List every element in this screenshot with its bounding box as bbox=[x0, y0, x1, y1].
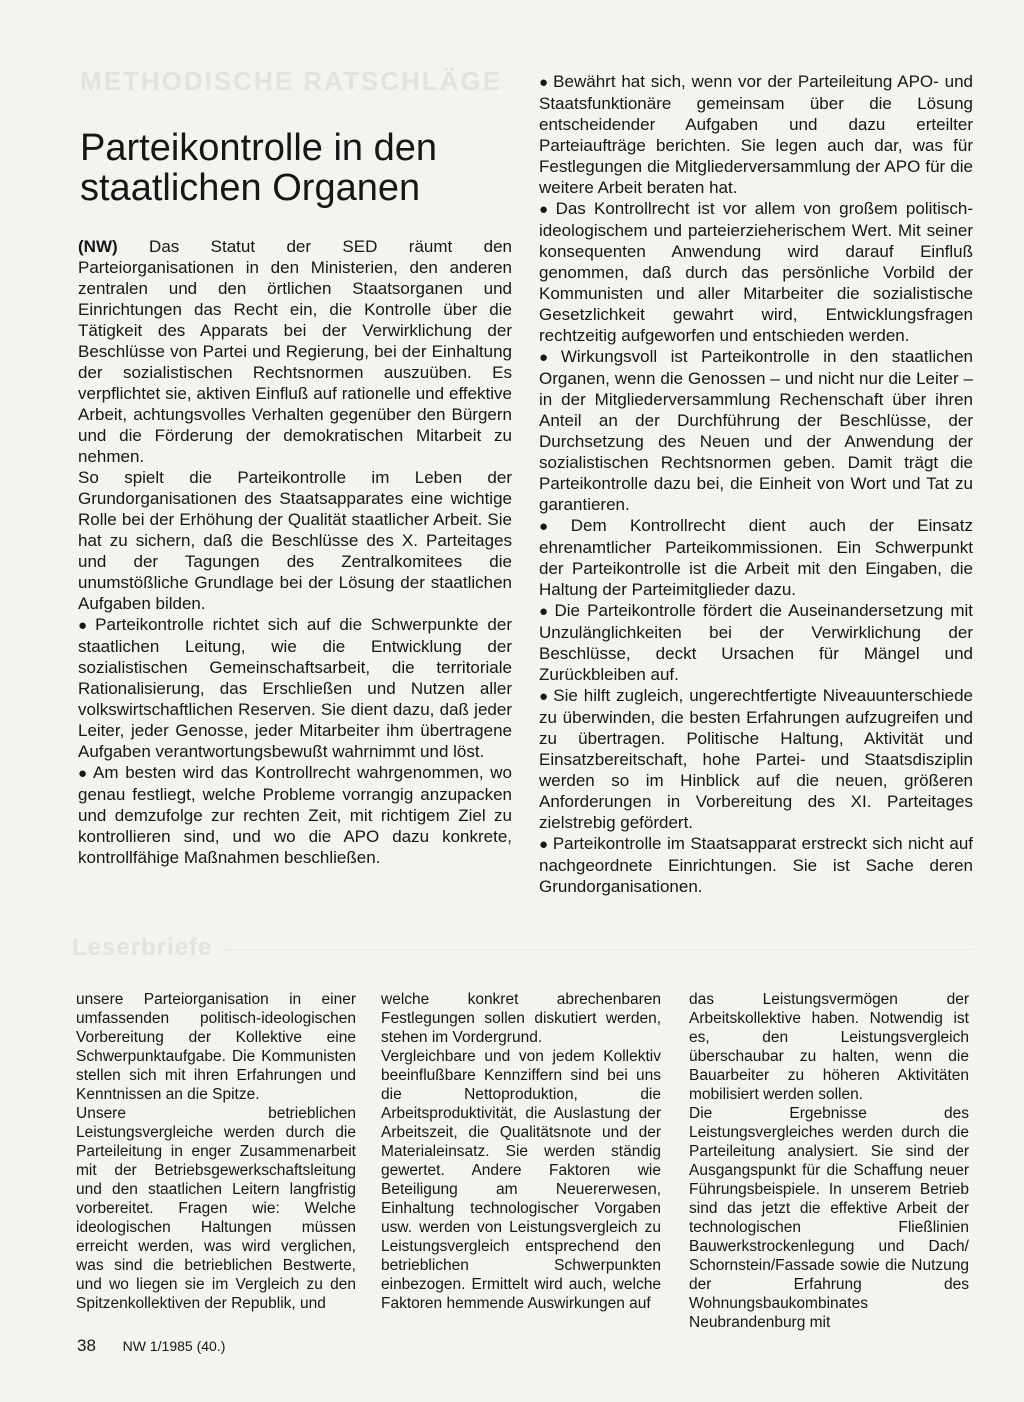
bullet-icon: ● bbox=[539, 688, 550, 705]
bullet-item bbox=[539, 71, 973, 198]
bullet-item bbox=[539, 346, 973, 515]
section-kicker: METHODISCHE RATSCHLÄGE bbox=[80, 66, 502, 96]
bullet-text: Bewährt hat sich, wenn vor der Parteileitung APO- und Staatsfunktionäre gemeinsam über die Lösung entscheidender Aufgaben und dazu erteilter Parteiaufträge berichten. Sie legen auch dar, was für Festlegungen die Mitgliederversammlung der APO für die weitere Arbeit beraten hat. bbox=[539, 72, 974, 197]
bullet-item bbox=[539, 198, 973, 346]
article-lead-paragraph bbox=[78, 236, 512, 467]
page-footer bbox=[77, 1336, 225, 1356]
bullet-icon: ● bbox=[539, 349, 557, 366]
lead-tag: (NW) bbox=[78, 237, 118, 256]
bullet-item bbox=[539, 515, 973, 600]
letters-column-2 bbox=[381, 990, 661, 1313]
article-paragraph: So spielt die Parteikontrolle im Leben der Grundorganisationen des Staatsapparates eine wichtige Rolle bei der Erhöhung der Qualität staatlicher Arbeit. Sie hat zu sichern, daß die Beschlüsse des X. Parteitages und der Tagungen des Zentralkomitees die unumstößliche Grundlage bei der Lösung der staatlichen Aufgaben bilden. bbox=[78, 468, 512, 613]
bullet-icon: ● bbox=[539, 74, 550, 91]
page-number: 38 bbox=[77, 1336, 96, 1355]
issue-label: NW 1/1985 (40.) bbox=[122, 1338, 226, 1354]
bullet-icon: ● bbox=[78, 617, 92, 634]
bullet-item bbox=[539, 600, 973, 685]
bullet-item bbox=[78, 762, 512, 868]
letters-section-header bbox=[72, 934, 972, 962]
bullet-item bbox=[78, 614, 512, 762]
bullet-text: Wirkungsvoll ist Parteikontrolle in den staatlichen Organen, wenn die Genossen – und nicht nur die Leiter – in der Mitgliederversammlung Rechenschaft über ihren Anteil an der Durchführung der Beschlüsse, der Durchsetzung des Neuen und der Anwendung der sozialistischen Rechtsnormen geben. Damit trägt die Parteikontrolle dazu bei, die Einheit von Wort und Tat zu garantieren. bbox=[539, 347, 974, 514]
article-column-left bbox=[78, 236, 512, 868]
bullet-icon: ● bbox=[539, 201, 552, 218]
bullet-item bbox=[539, 685, 973, 833]
letters-column-1 bbox=[76, 990, 356, 1313]
letters-section-title: Leserbriefe bbox=[72, 934, 213, 961]
article-headline: Parteikontrolle in den staatlichen Organen bbox=[80, 127, 437, 209]
bullet-icon: ● bbox=[78, 765, 90, 782]
bullet-icon: ● bbox=[539, 836, 549, 853]
bullet-item bbox=[539, 833, 973, 897]
letter-paragraph: welche konkret abrechenbaren Festlegungen sollen diskutiert werden, stehen im Vordergrund. bbox=[381, 991, 661, 1046]
letter-paragraph: unsere Parteiorganisation in einer umfassenden politisch-ideologischen Vorbereitung der Kollektive eine Schwerpunktaufgabe. Die Kommunisten stellen sich mit ihren Erfahrungen und Kenntnissen an die Spitze. bbox=[76, 991, 356, 1103]
letter-paragraph: Vergleichbare und von jedem Kollektiv beeinflußbare Kennziffern sind bei uns die Nettoproduktion, die Arbeitsproduktivität, die Auslastung der Arbeitszeit, die Qualitätsnote und der Materialeinsatz. Sie werden ständig gewertet. Andere Faktoren wie Beteiligung am Neuererwesen, Einhaltung technologischer Vorgaben usw. werden von Leistungsvergleich zu Leistungsvergleich entsprechend den betrieblichen Schwerpunkten einbezogen. Ermittelt wird auch, welche Faktoren hemmende Auswirkungen auf bbox=[381, 1048, 661, 1312]
bullet-icon: ● bbox=[539, 603, 551, 620]
letter-paragraph: das Leistungsvermögen der Arbeitskollektive haben. Notwendig ist es, den Leistungsvergleich überschaubar zu halten, wenn die Bauarbeiter zu höheren Aktivitäten mobilisiert werden sollen. bbox=[689, 991, 969, 1103]
bullet-icon: ● bbox=[539, 518, 567, 535]
bullet-text: Sie hilft zugleich, ungerechtfertigte Niveauunterschiede zu überwinden, die besten Erfahrungen aufzugreifen und zu übertragen. Politische Haltung, Aktivität und Einsatzbereitschaft, hohe Partei- und Staatsdisziplin werden so im Hinblick auf die neuen, größeren Anforderungen in Vorbereitung des XI. Parteitages zielstrebig gefördert. bbox=[539, 686, 974, 832]
bullet-text: Parteikontrolle richtet sich auf die Schwerpunkte der staatlichen Leitung, wie die Entwicklung der sozialistischen Gemeinschaftsarbeit, die territoriale Rationalisierung, das Erschließen und Nutzen aller volkswirtschaftlichen Reserven. Sie dient dazu, daß jeder Leiter, jeder Genosse, jeder Mitarbeiter ihm übertragene Aufgaben verantwortungsbewußt wahrnimmt und löst. bbox=[78, 615, 512, 761]
bullet-text: Am besten wird das Kontrollrecht wahrgenommen, wo genau festliegt, welche Probleme vorrangig anzupacken und demzufolge zur rechten Zeit, mit richtigem Ziel zu kontrollieren sind, und wo die APO dazu konkrete, kontrollfähige Maßnahmen beschließen. bbox=[78, 763, 512, 867]
bullet-text: Die Parteikontrolle fördert die Auseinandersetzung mit Unzulänglichkeiten bei der Verwirklichung der Beschlüsse, deckt Ursachen für Mängel und Zurückbleiben auf. bbox=[539, 601, 973, 684]
letter-paragraph: Unsere betrieblichen Leistungsvergleiche werden durch die Parteileitung in enger Zusammenarbeit mit der Betriebsgewerkschaftsleitung und den staatlichen Leitern langfristig vorbereitet. Fragen wie: Welche ideologischen Haltungen müssen erreicht werden, was wird verglichen, was sind die betrieblichen Bestwerte, und wo liegen sie im Vergleich zu den Spitzenkollektiven der Republik, und bbox=[76, 1105, 356, 1312]
article-column-right bbox=[539, 71, 973, 897]
bullet-text: Parteikontrolle im Staatsapparat erstreckt sich nicht auf nachgeordnete Einrichtungen. Sie ist Sache deren Grundorganisationen. bbox=[539, 834, 974, 896]
bullet-text: Das Kontrollrecht ist vor allem von großem politisch-ideologischem und parteierzieherischem Wert. Mit seiner konsequenten Anwendung wird darauf Einfluß genommen, daß durch das persönliche Vorbild der Kommunisten und aller Mitarbeiter die sozialistische Gesetzlichkeit gewahrt wird, Entwicklungsfragen rechtzeitig aufgeworfen und entschieden werden. bbox=[539, 199, 974, 345]
lead-text: Das Statut der SED räumt den Parteiorganisationen in den Ministerien, den anderen zentralen und den örtlichen Staatsorganen und Einrichtungen das Recht ein, die Kontrolle über die Tätigkeit des Apparats bei der Verwirklichung der Beschlüsse von Partei und Regierung, bei der Einhaltung der sozialistischen Rechtsnormen auszuüben. Es verpflichtet sie, aktiven Einfluß auf rationelle und effektive Arbeit, achtungsvolles Verhalten gegenüber den Bürgern und die Förderung der demokratischen Mitarbeit zu nehmen. bbox=[78, 237, 512, 466]
bullet-text: Dem Kontrollrecht dient auch der Einsatz ehrenamtlicher Parteikommissionen. Ein Schwerpunkt der Parteikontrolle ist die Arbeit mit den Eingaben, die Haltung der Parteimitglieder dazu. bbox=[539, 516, 973, 599]
section-divider bbox=[224, 949, 972, 950]
letter-paragraph: Die Ergebnisse des Leistungsvergleiches werden durch die Parteileitung analysiert. Sie sind der Ausgangspunkt für die Schaffung neuer Führungsbeispiele. In unserem Betrieb sind das jetzt die effektive Arbeit der technologischen Fließlinien Bauwerkstrockenlegung und Dach/ Schornstein/Fassade sowie die Nutzung der Erfahrung des Wohnungsbaukombinates Neubrandenburg mit bbox=[689, 1105, 969, 1331]
letters-column-3 bbox=[689, 990, 969, 1332]
